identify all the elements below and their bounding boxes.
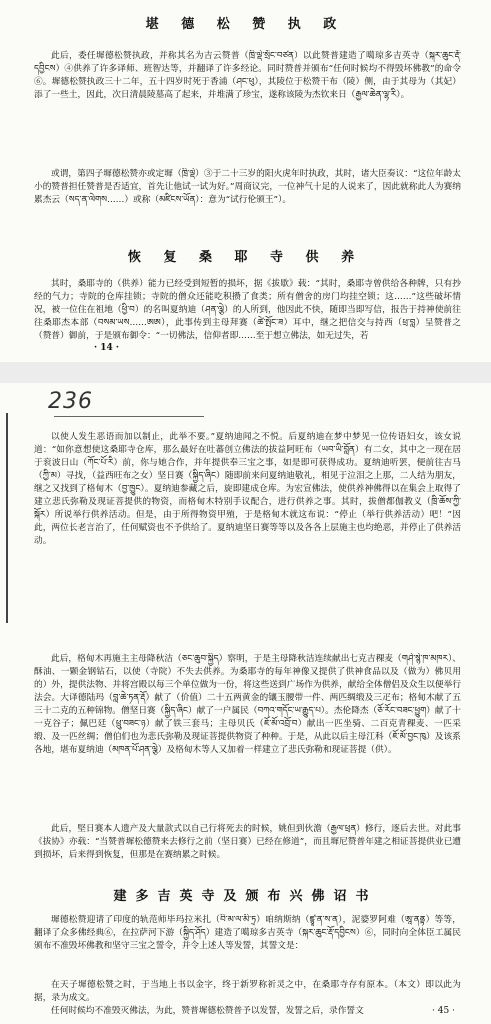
paragraph: 此后，委任墀德松赞执政，并称其名为吉云赞普（ཁྲི་ལྡེ་སྲོང་བཙན）以此赞普建造了噶琼多吉英寺（སྐར་ཆུང་རྡོ་དབྱིངས）④供养了许多译师、班智达等，并翻译了许多经论。同时赞普并颁布“任何时候均不得毁坏佛教”的命令⑥。墀德松赞执政三十二年，五十四岁时死于香浦（ཤང་ཕུ），其陵位于松赞干布（陵）侧，由于其母为（其妃）添了一些土，因此，次日清晨陵墓高了起来，并堆满了珍宝，遂称该陵为杰钦来日（རྒྱལ་ཆེན་ལྷ་རི）。 xyxy=(34,51,461,100)
paragraph: 以使人发生恶语而加以制止，此举不要。”夏纳迪闻之不悦。后夏纳迪在梦中梦见一位传语妇女，该女说道：“如你意想使这桑耶寺仓库，那么最好在吐蕃创立佛法的拔益阿旺布（ཡབ་ཡི་བློན）有二女，其中之一现在居于衮波日山（ཀོང་པོ་རི）前，你与她合作，并年提供奉三宝之事，如是即可获得成功。夏纳迪听罢，便前往吉马（ཀྱི་མ）寻找，（益西旺布之女）坚日赛（སྐྱིད་ཞིང）随即前来问夏纳迪敬礼，相见于泣泪之上那，二人结为朋友，继之又找到了格甸木（བྱ་ཁྱུང）。夏纳迪参藏之后，旋即建成仓库。为宏宣佛法，使供养神佛得以在集会上取得了建立悲氏弥勒及现证菩提供的物资，而格甸木特别手议配合，进行供养之事。其时，拔僧都伽教义（ཁྲི་ཆོས་ཀྱི་སྐོར）所说举行供养活动。但是，由于所得物资甲殖，于是格甸木就这布说：“停止（举行供养活动）吧！”因此，两位长老言治了，任何赋资也不予供给了。夏纳迪坚日赛等等以及各各上层施主也均绝恶，并停止了供养活动。 xyxy=(34,432,461,546)
divider-line xyxy=(54,416,204,417)
binding-edge xyxy=(6,413,8,623)
section-heading-dorje-ying: 建多吉英寺及颁布兴佛诏书 xyxy=(113,889,378,904)
paragraph: 墀德松赞迎请了印度的轨范师毕玛拉米扎（བི་མ་ལ་མི་ཏྲ）咱纳斯纳（ཛྙཱ་ན་ས་ན），泥婆罗阿难（ཨཱ་ནནྟ）等等，翻译了众多佛经典⑥，在拉萨河下游（སྐྱིད་ཤོད）建造了噶琼多吉英寺（སྐར་ཆུང་རྡོ་དབྱིངས）⑥，同时向全体臣工属民颁布不准毁坏佛教和坚守三宝之誓令，并令上述人等发誓，其誓文是： xyxy=(34,915,461,951)
page-number: · 14 · xyxy=(94,343,120,353)
paragraph: 在天子墀德松赞之时，于当地上书以金字，终于新罗称祈灵之中，在桑耶寺存有原本。（本文）即以此为据，录为成文。 xyxy=(34,980,461,1003)
paragraph: 其时，桑耶寺的（供养）能力已经受到短暂的损坏，据《拔歇》载：“其时，桑耶寺曾供给各种牌，只有抄经的气力；寺院的仓库挂锁；寺院的僧众还能吃积攒了食类；所有僧舍的房门均挂空锁；这……”这些破坏情况，被一位住在祖地（ཕྱི་བ）的名叫夏纳迪（ཤན་ལྕེ）的人所到，他因此不快，随即当即写信，报告于持神使前往往桑耶杰本部（བསམ་ཡས……ཨཨ），此事传到主母拜赛（ཚེ་སྤོང་ཟ）耳中，继之把信交与持西（ཕྲ་བླ）呈赞普之（赞普）御前，于是颁布御令：“一切佛法，信仰者即……至于想立佛法，如无过失，若 xyxy=(34,279,461,341)
paragraph: 此后，格甸木再施主主母降秋洁（ཅང་ཆུབ་སྐྱིད）察明，于是主母降秋洁连续献出七克吉稞麦（གཤེ་སྙེ་ཁ་མཁར）、酥油、一颗金钢钻石，以使（寺院）不失去供养。为桑耶寺的每年神像又提供了供神食品以及（做为）佛贝用的）外，提供法物、并将宫殿以每三个单位做为一份，将这些送到广场作为供养，献给全体僧侣及众生以便举行法会。大译德陆玛（བླ་ཆེ་ཏན་རྡོ）献了（价值）二十五两黄金的镶玉腰带一件、两匹绸缎及三疋布；格甸木献了五三十二克的五种锦物。僧坚日赛（སྐྱིད་ཞིང）献了一户属民（བཀའ་གདོང་ཡ་རྒྱུད་པ）。杰伦降杰（ཅོ་རོང་བཟང་ཕྱུག）献了十一克谷子；佩巴廷（ཕྲུ་བཟང་ཉ）献了铁三套马；主母贝氏（ཇོ་མོ་འབྲོ་བ）献出一匹坐骑、二百克青稞麦、一匹采缎、及一匹丝绸；僧伯们也为悲氏弥勒及现证菩提供物资了种种。于是，从此以后主母江科（ཇོ་མོ་བྱང་ཁུ）及该系各地，堪布夏纳迪（མཁན་པོ་ཤན་ལྕེ）及格甸木等人又加着一样建立了悲氏弥勒和现证菩提（供）。 xyxy=(34,654,461,755)
paragraph: 此后，堅日赛本人遗产及大量款式以自己行将死去的时候，姚但到伙澹（རྒྱལ་ཕྲན）修行，逐后去世。对此事《拔协》亦载：“当赞普墀松德赞来去修行之前（坚日赛）已经在修道”，而且墀尼赞普年建之相证菩提供业已遭到损坏，后来得到恢复，但那是在赛纳累之时候。 xyxy=(34,824,461,860)
section-heading-chide-songtsen: 堪 德 松 赞 执 政 xyxy=(145,17,346,32)
top-book-page xyxy=(0,0,491,362)
section-heading-restore-samye: 恢 复 桑 耶 寺 供 养 xyxy=(127,250,364,265)
bottom-book-page xyxy=(0,383,491,1024)
paragraph: 任何时候均不准毁灭佛法，为此，赞普墀德松赞普予以发誓，发誓之后，录作誓文 xyxy=(51,1006,364,1016)
page-number: · 45 · xyxy=(432,1006,455,1016)
page-gap xyxy=(0,362,491,383)
handwritten-number: 236 xyxy=(48,389,93,414)
paragraph: 或谓，第四子墀德松赞亦或定墀（ཁྲི་ལྡེ）③于二十三岁的阳火虎年时执政，其时，诸大臣奏议：“这位年龄太小的赞普担任赞普是否适宜，首先让他试一试为好。”周商议完，一位神气十足的人说来了，因此就称此人为赛纳累杰云（སད་ན་ལེགས……）或称（མཛིངས་ཡོན）：意为“试行伦颁王”）。 xyxy=(34,169,461,205)
